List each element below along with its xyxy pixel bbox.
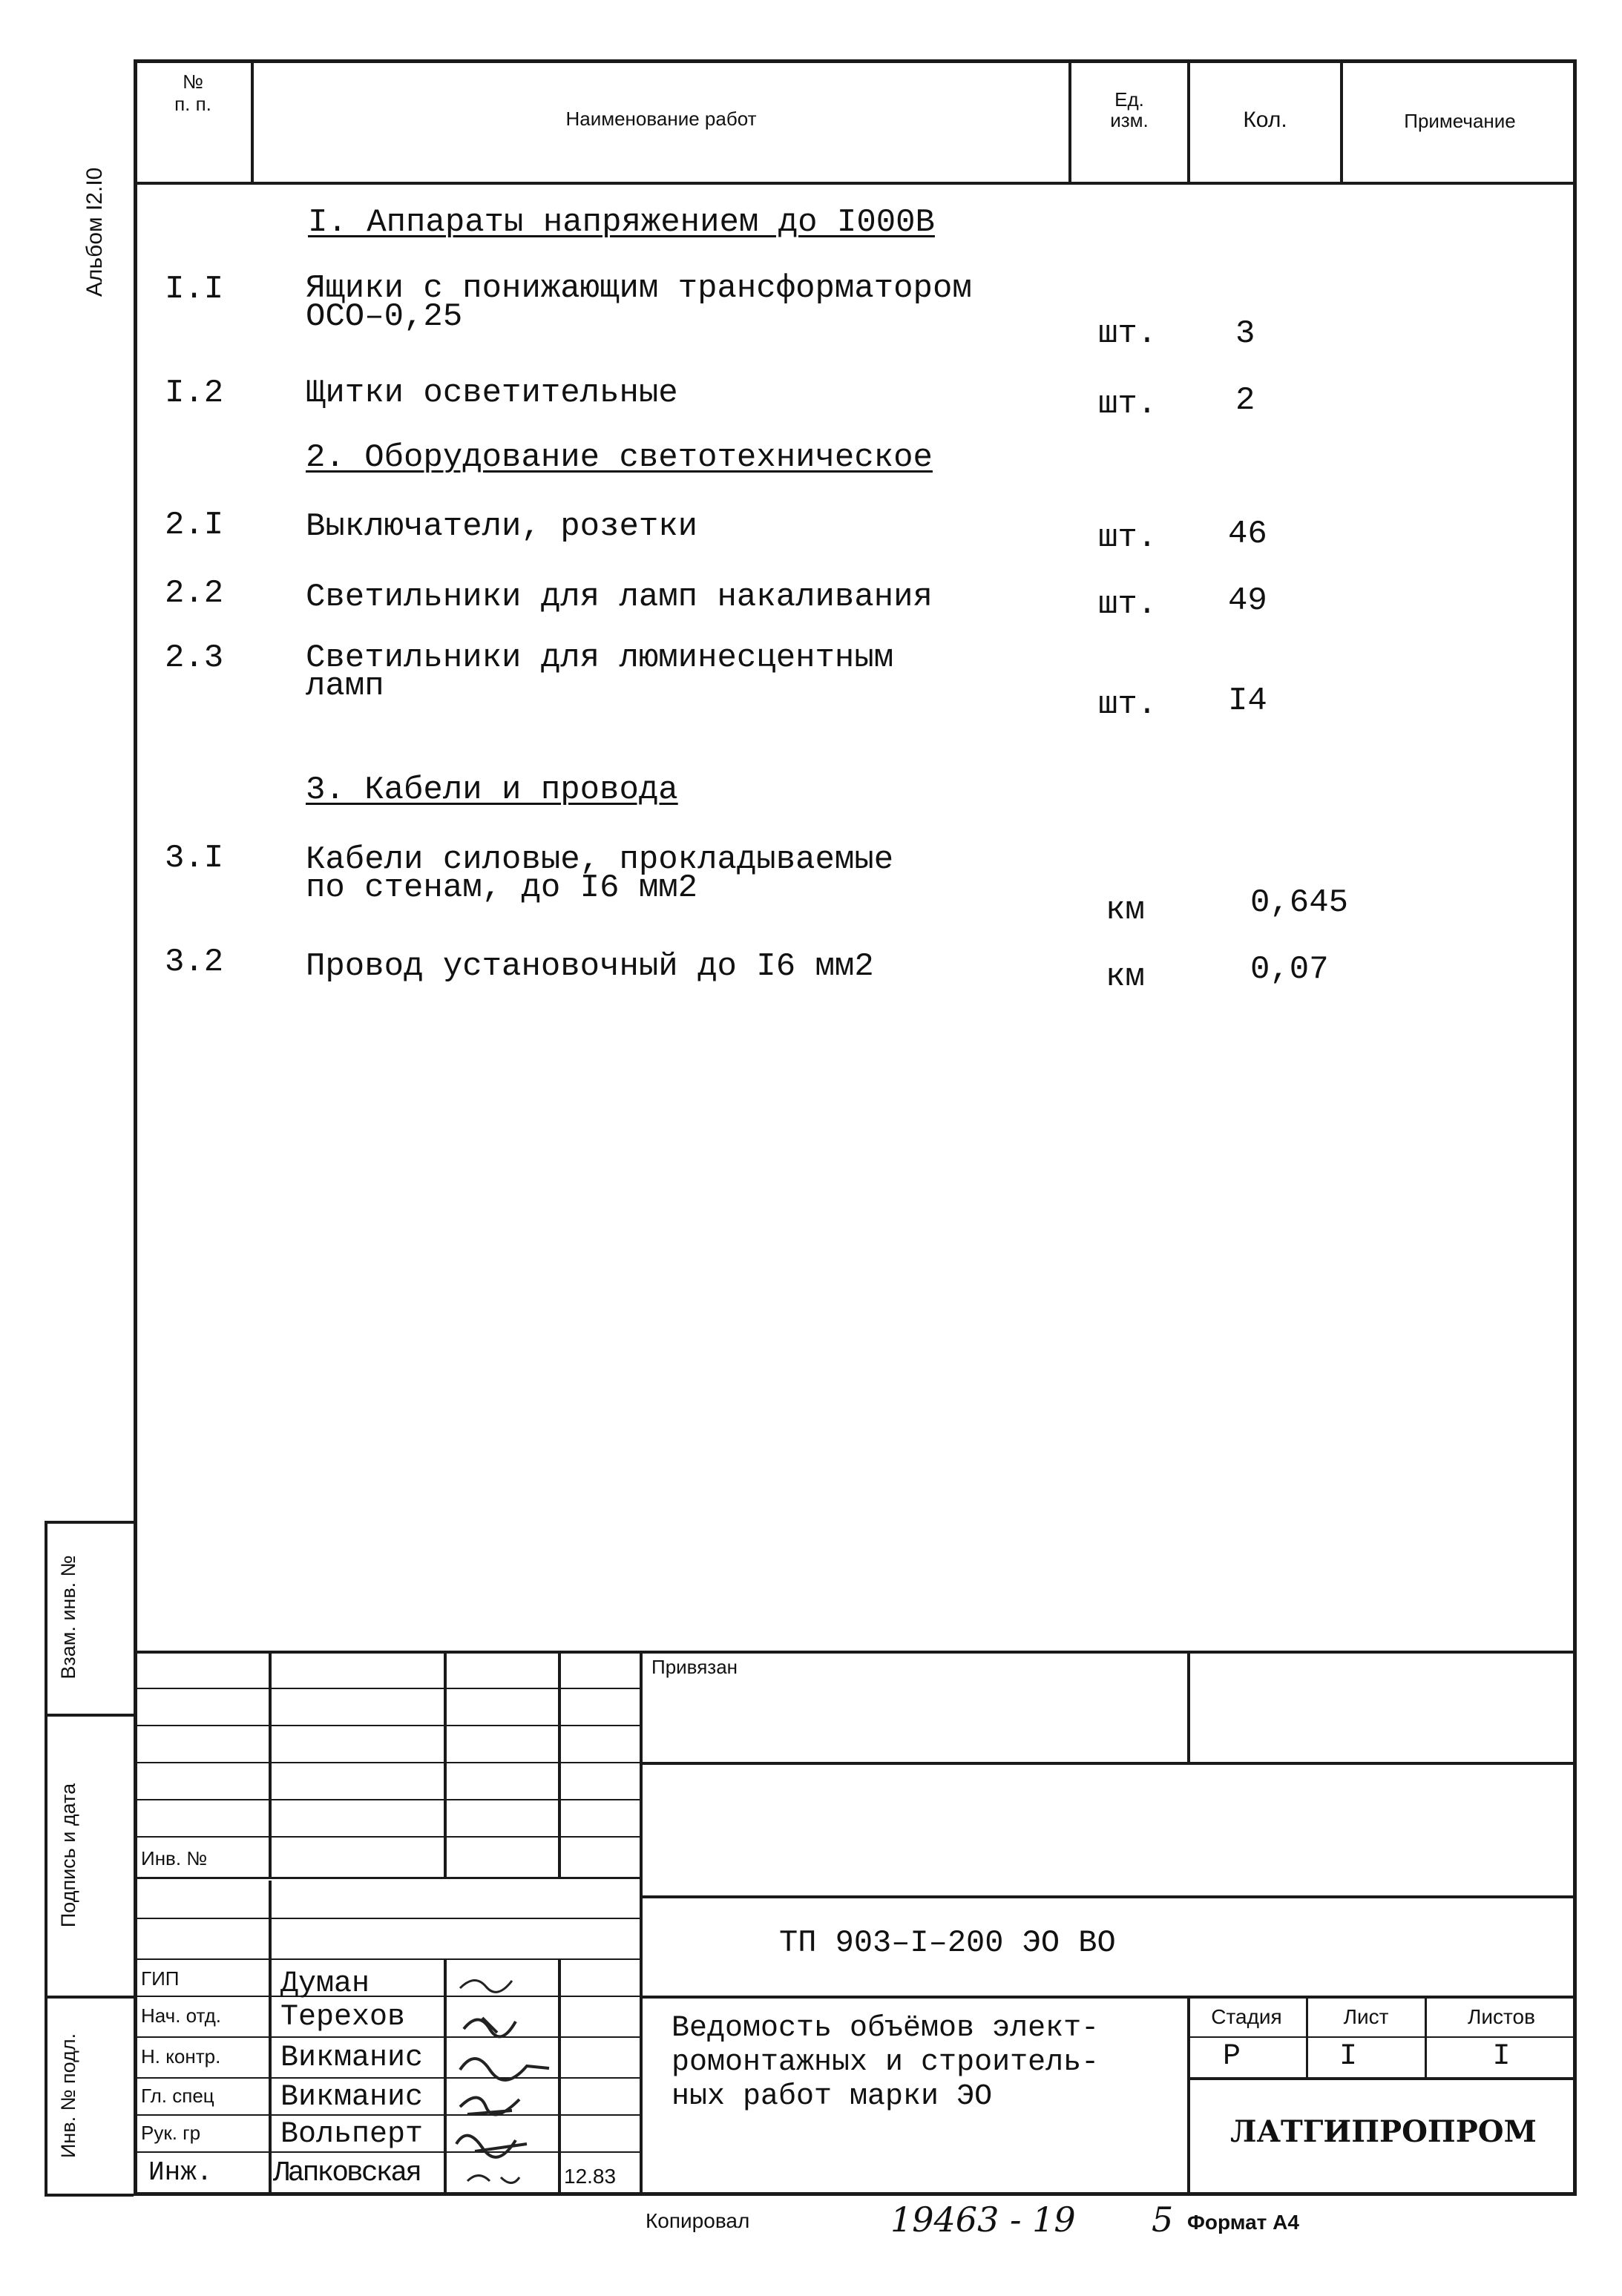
tb-hline [134,1918,641,1919]
row-name: Ящики с понижающим трансформатором ОСО–0,25 [306,270,972,335]
tb-vline-c [558,1651,561,1877]
date-value: 12.83 [564,2165,617,2188]
tb-hline [134,1877,641,1879]
sheets-label: Листов [1468,2005,1535,2028]
row-qty: 2 [1235,382,1255,419]
footer-number: 19463 - 19 [890,2200,1076,2240]
row-qty: 0,07 [1250,951,1329,988]
tb-hline [134,1762,641,1763]
role-name: Лапковская [273,2157,421,2189]
stage-label: Стадия [1211,2005,1282,2028]
row-num: I.I [165,271,224,308]
tb-hline-right-1 [641,1762,1577,1765]
row-num: 3.I [165,840,224,877]
tb-hline-stage-2 [1187,2077,1577,2080]
header-bottom-line [134,182,1577,185]
row-name: Провод установочный до I6 мм2 [306,948,874,985]
tb-hline [134,1996,641,1997]
row-name: Кабели силовые, прокладываемые по стенам, до I6 мм2 [306,841,894,907]
tb-vline-b [444,1651,447,1877]
role-label: Рук. гр [141,2122,201,2144]
row-num: 2.3 [165,639,224,677]
footer-copied-label: Копировал [646,2209,750,2232]
tb-hline [134,2151,641,2153]
organization-name: ЛАТГИПРОПРОМ [1230,2114,1537,2149]
row-name: Светильники для ламп накаливания [306,579,933,616]
margin-label-inv-podl [46,1999,91,2193]
role-name: Терехов [280,2001,406,2034]
row-qty: 0,645 [1250,884,1349,921]
stage-value: Р [1222,2040,1241,2073]
role-label: Гл. спец [141,2085,214,2107]
footer-format: Формат А4 [1187,2211,1299,2234]
tb-hline [134,2114,641,2116]
row-qty: 46 [1228,516,1267,553]
tb-privyazan-split [1187,1651,1190,1762]
row-unit: км [1106,958,1145,996]
header-qty: Кол. [1243,108,1287,132]
role-label: ГИП [141,1967,180,1990]
album-text: Альбом I2.I0 [82,167,107,297]
header-unit: Ед. изм. [1110,88,1149,131]
tb-hline-right-2 [641,1895,1577,1898]
role-name: Викманис [280,2081,424,2114]
header-note: Примечание [1404,110,1516,132]
tb-top-line [134,1651,1577,1654]
tb-hline-stage-1 [1187,2036,1577,2038]
role-label: Н. контр. [141,2045,221,2068]
signatures-graphic [445,1958,556,2196]
tb-hline [134,1688,641,1689]
row-unit: шт. [1098,386,1158,423]
margin-label-podpis [46,1717,91,1994]
role-label: Инж. [148,2157,213,2188]
section-heading-2: 2. Оборудование светотехническое [306,439,933,476]
row-unit: шт. [1098,315,1158,352]
footer-page: 5 [1152,2200,1174,2240]
album-label [73,52,117,297]
document-code: ТП 903–I–200 ЭО ВО [779,1925,1116,1961]
row-num: 2.2 [165,575,224,612]
tb-hline [134,1958,641,1960]
margin-label-vzam [46,1522,91,1712]
row-unit: км [1106,892,1145,929]
row-name: Выключатели, розетки [306,508,698,545]
row-num: I.2 [165,375,224,412]
tb-hline [134,1725,641,1726]
row-unit: шт. [1098,586,1158,623]
tb-hline [134,1799,641,1800]
margin-inv-podl-text: Инв. № подл. [57,2033,79,2159]
sheet-label: Лист [1343,2005,1389,2028]
row-qty: 49 [1228,582,1267,619]
row-num: 2.I [165,507,224,544]
tb-hline [134,2036,641,2038]
section-heading-3: 3. Кабели и провода [306,772,678,809]
tb-hline [134,2077,641,2079]
sheets-value: I [1492,2040,1511,2073]
header-num: № п. п. [174,70,211,115]
document-title: Ведомость объёмов элект- ромонтажных и строитель- ных работ марки ЭО [672,2012,1100,2114]
row-unit: шт. [1098,686,1158,723]
tb-hline-right-3 [641,1996,1577,1999]
margin-vzam-text: Взам. инв. № [57,1555,79,1680]
row-num: 3.2 [165,944,224,981]
role-name: Вольперт [280,2118,424,2151]
tb-hline [134,1836,641,1838]
row-name: Светильники для люминесцентным ламп [306,639,894,705]
row-name: Щитки осветительные [306,375,678,412]
sheet-value: I [1339,2040,1357,2073]
row-qty: I4 [1228,682,1267,720]
role-name: Думан [280,1967,370,2001]
section-heading-1: I. Аппараты напряжением до I000В [308,204,935,241]
tb-vline-a2 [269,1881,272,2196]
margin-line-h4 [45,2194,134,2197]
row-unit: шт. [1098,519,1158,556]
row-qty: 3 [1235,315,1255,352]
role-label: Нач. отд. [141,2004,221,2027]
margin-podpis-text: Подпись и дата [57,1783,79,1928]
tb-vline-a [269,1651,272,1877]
inv-no-label: Инв. № [141,1847,208,1869]
privyazan-label: Привязан [651,1656,738,1678]
header-name: Наименование работ [565,108,757,130]
role-name: Викманис [280,2042,424,2075]
